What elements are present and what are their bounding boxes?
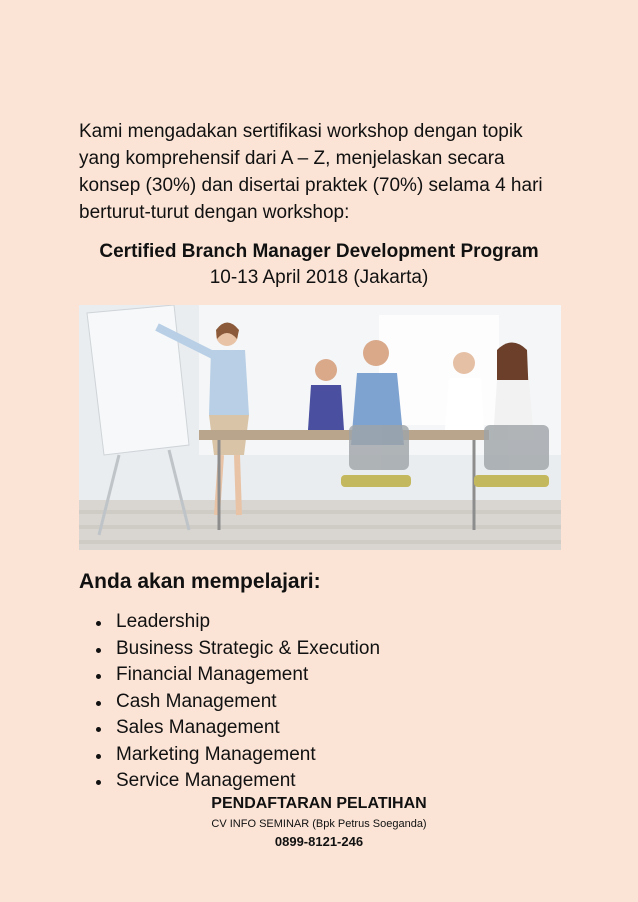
- intro-line: berturut-turut dengan workshop:: [79, 202, 350, 223]
- workshop-photo: [79, 305, 561, 550]
- list-item: Marketing Management: [93, 742, 380, 769]
- topics-list: [93, 609, 380, 795]
- list-item: Business Strategic & Execution: [93, 636, 380, 663]
- list-item: Sales Management: [93, 715, 380, 742]
- list-item: Cash Management: [93, 689, 380, 716]
- list-item: Leadership: [93, 609, 380, 636]
- intro-paragraph: [79, 118, 559, 226]
- intro-line: yang komprehensif dari A – Z, menjelaskan secara: [79, 148, 505, 169]
- registration-organizer: CV INFO SEMINAR (Bpk Petrus Soeganda): [211, 818, 427, 830]
- learn-heading: Anda akan mempelajari:: [79, 570, 321, 593]
- registration-phone: 0899-8121-246: [274, 834, 364, 849]
- program-title: Certified Branch Manager Development Program: [99, 241, 539, 262]
- list-item: Service Management: [93, 768, 380, 795]
- intro-line: Kami mengadakan sertifikasi workshop dengan topik: [79, 121, 523, 142]
- intro-line: konsep (30%) dan disertai praktek (70%) selama 4 hari: [79, 175, 543, 196]
- registration-title: PENDAFTARAN PELATIHAN: [211, 795, 427, 812]
- list-item: Financial Management: [93, 662, 380, 689]
- program-date: 10-13 April 2018 (Jakarta): [209, 267, 429, 288]
